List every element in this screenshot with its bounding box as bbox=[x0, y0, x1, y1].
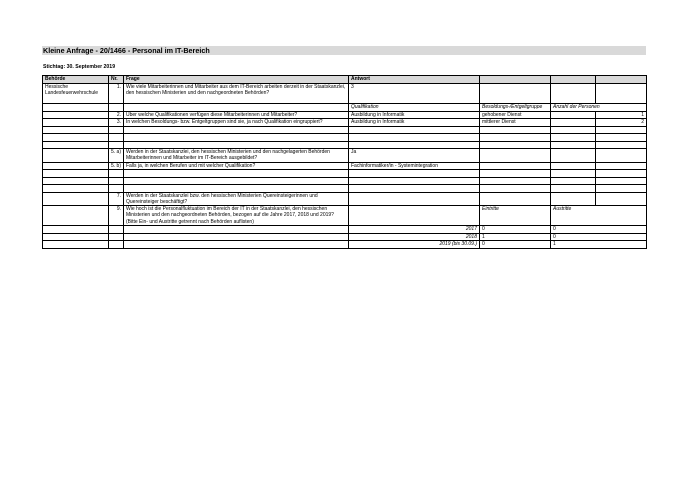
table-row bbox=[43, 185, 647, 193]
antwort-cell: Ausbildung in Informatik bbox=[349, 119, 480, 127]
antwort-cell: Ja bbox=[349, 149, 480, 163]
jahr-cell: 2019 (bis 30.09.) bbox=[349, 241, 480, 249]
table-row bbox=[43, 104, 647, 112]
nr-cell: 9. bbox=[109, 206, 124, 226]
table-row bbox=[43, 241, 647, 249]
besoldung-cell: mittlerer Dienst bbox=[480, 119, 551, 127]
frage-cell: Werden in der Staatskanzlei bzw. den hessischen Ministerien Quereinsteigerinnen und Quereinsteiger beschäftigt? bbox=[124, 192, 349, 206]
table-row bbox=[43, 126, 647, 134]
eintritte-cell: 1 bbox=[480, 233, 551, 241]
document-title: Kleine Anfrage - 20/1466 - Personal im IT-Bereich bbox=[43, 46, 210, 55]
nr-cell: 5. a) bbox=[109, 149, 124, 163]
austritte-cell: 1 bbox=[551, 241, 647, 249]
answer-table bbox=[42, 75, 647, 249]
antwort-cell: Fachinformatiker/in - Systemintegration bbox=[349, 162, 480, 170]
table-row bbox=[43, 233, 647, 241]
table-row bbox=[43, 170, 647, 178]
header-behoerde: Behörde bbox=[43, 76, 109, 84]
anzahl-cell: 1 bbox=[596, 111, 647, 119]
eintritte-label: Eintritte bbox=[480, 206, 551, 226]
nr-cell: 3. bbox=[109, 119, 124, 127]
table-row bbox=[43, 206, 647, 226]
table-row bbox=[43, 119, 647, 127]
header-nr: Nr. bbox=[109, 76, 124, 84]
austritte-cell: 0 bbox=[551, 226, 647, 234]
nr-cell: 2. bbox=[109, 111, 124, 119]
frage-cell: In welchen Besoldungs- bzw. Entgeltgruppen sind sie, ja nach Qualifikation eingruppiert? bbox=[124, 119, 349, 127]
table-row bbox=[43, 192, 647, 206]
subheader-anzahl: Anzahl der Personen bbox=[551, 104, 647, 112]
header-empty bbox=[480, 76, 551, 84]
header-empty bbox=[551, 76, 596, 84]
behoerde-cell: Hessische Landesfeuerwehrschule bbox=[43, 84, 109, 104]
subheader-besoldung: Besoldungs-/Entgeltgruppe bbox=[480, 104, 551, 112]
frage-cell: Wie hoch ist die Personalfluktuation im Bereich der IT in der Staatskanzlei, den hessischen Ministerien und den nachgeordneten Behörden, bezogen auf die Jahre 2017, 2018 und 2019? (Bitte Ein- und Austritte getrennt nach Behörden auflisten) bbox=[124, 206, 349, 226]
header-frage: Frage bbox=[124, 76, 349, 84]
austritte-label: Austritte bbox=[551, 206, 647, 226]
table-row bbox=[43, 162, 647, 170]
table-row bbox=[43, 141, 647, 149]
frage-cell: Werden in der Staatskanzlei, den hessischen Ministerien und den nachgelagerten Behörden Mitarbeiterinnen und Mitarbeiter im IT-Bereich ausgebildet? bbox=[124, 149, 349, 163]
table-row bbox=[43, 134, 647, 142]
anzahl-cell: 2 bbox=[596, 119, 647, 127]
stichtag-date: Stichtag: 30. September 2019 bbox=[43, 64, 116, 70]
nr-cell: 7. bbox=[109, 192, 124, 206]
antwort-cell: Ausbildung in Informatik bbox=[349, 111, 480, 119]
table-row bbox=[43, 226, 647, 234]
austritte-cell: 0 bbox=[551, 233, 647, 241]
frage-cell: Falls ja, in welchen Berufen und mit welcher Qualifikation? bbox=[124, 162, 349, 170]
nr-cell: 1. bbox=[109, 84, 124, 104]
table-row bbox=[43, 111, 647, 119]
antwort-cell: 3 bbox=[349, 84, 480, 104]
besoldung-cell: gehobener Dienst bbox=[480, 111, 551, 119]
table-row bbox=[43, 177, 647, 185]
nr-cell: 5. b) bbox=[109, 162, 124, 170]
table-row bbox=[43, 149, 647, 163]
eintritte-cell: 0 bbox=[480, 241, 551, 249]
jahr-cell: 2018 bbox=[349, 233, 480, 241]
frage-cell: Wie viele Mitarbeiterinnen und Mitarbeiter aus dem IT-Bereich arbeiten derzeit in der Staatskanzlei, den hessischen Ministerien und den nachgeordneten Behörden? bbox=[124, 84, 349, 104]
jahr-cell: 2017 bbox=[349, 226, 480, 234]
table-row bbox=[43, 84, 647, 104]
table-header-row bbox=[43, 76, 647, 84]
header-antwort: Antwort bbox=[349, 76, 480, 84]
subheader-qualifikation: Qualifikation bbox=[349, 104, 480, 112]
eintritte-cell: 0 bbox=[480, 226, 551, 234]
frage-cell: Über welche Qualifikationen verfügen diese Mitarbeiterinnen und Mitarbeiter? bbox=[124, 111, 349, 119]
header-empty bbox=[596, 76, 647, 84]
